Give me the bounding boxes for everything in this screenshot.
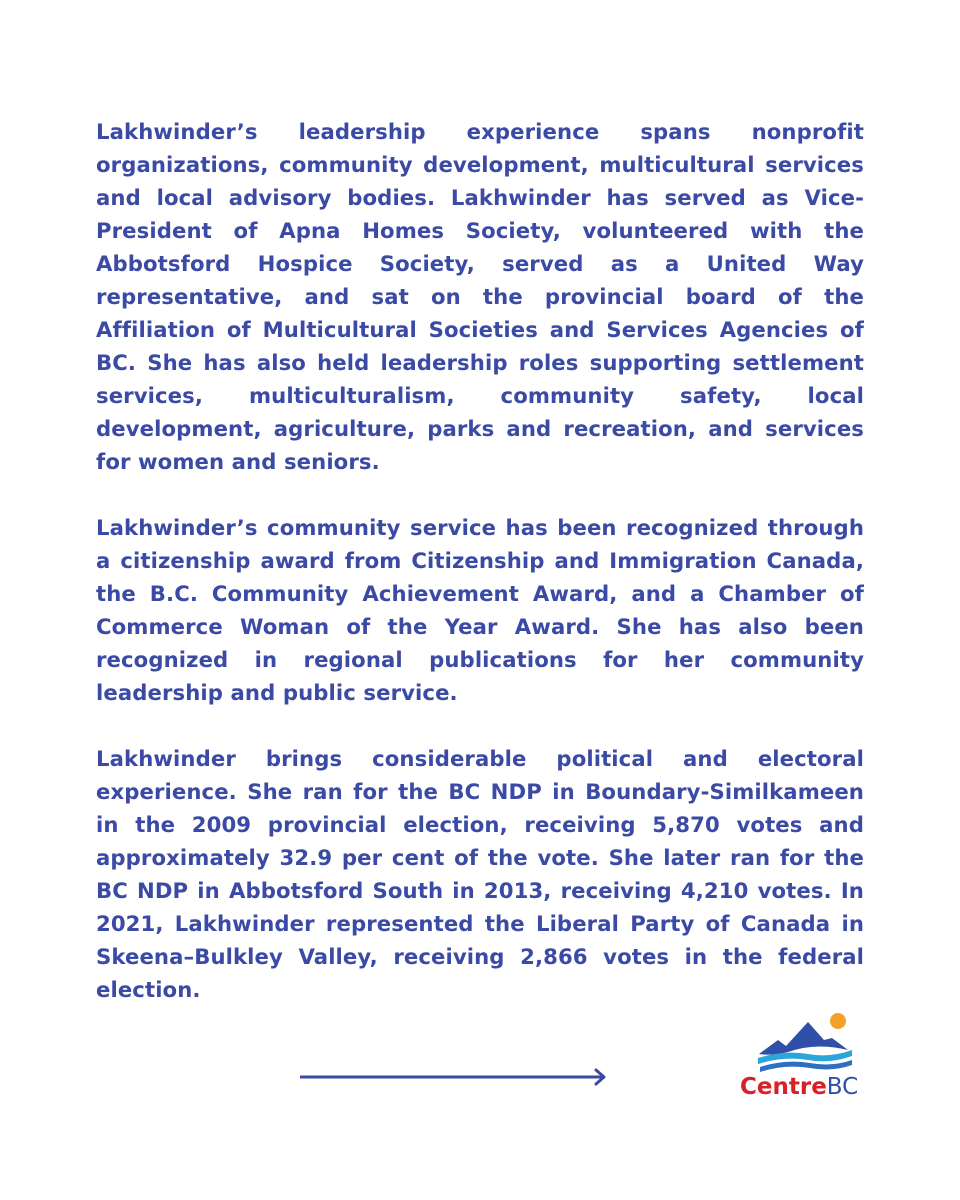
logo-wordmark-centre: Centre	[740, 1074, 827, 1100]
centrebc-logo	[738, 1010, 868, 1102]
bio-text	[96, 115, 864, 1039]
logo-wordmark-bc: BC	[826, 1074, 859, 1100]
mountain-wave-sun-icon	[756, 1010, 856, 1074]
bio-paragraph-leadership: Lakhwinder’s leadership experience spans nonprofit organizations, community development, multicultural services and local advisory bodies. Lakhwinder has served as Vice-President of Apna Homes Society, volunteered with the Abbotsford Hospice Society, served as a United Way representative, and sat on the provincial board of the Affiliation of Multicultural Societies and Services Agencies of BC. She has also held leadership roles supporting settlement services, multiculturalism, community safety, local development, agriculture, parks and recreation, and services for women and seniors.	[96, 119, 864, 474]
bio-paragraph-electoral: Lakhwinder brings considerable political and electoral experience. She ran for the BC NDP in Boundary-Similkameen in the 2009 provincial election, receiving 5,870 votes and approximately 32.9 per cent of the vote. She later ran for the BC NDP in Abbotsford South in 2013, receiving 4,210 votes. In 2021, Lakhwinder represented the Liberal Party of Canada in Skeena–Bulkley Valley, receiving 2,866 votes in the federal election.	[96, 746, 864, 1002]
bio-paragraph-recognition: Lakhwinder’s community service has been recognized through a citizenship award from Citizenship and Immigration Canada, the B.C. Community Achievement Award, and a Chamber of Commerce Woman of the Year Award. She has also been recognized in regional publications for her community leadership and public service.	[96, 515, 864, 705]
logo-wordmark	[740, 1073, 858, 1101]
right-arrow-icon[interactable]	[300, 1066, 610, 1088]
